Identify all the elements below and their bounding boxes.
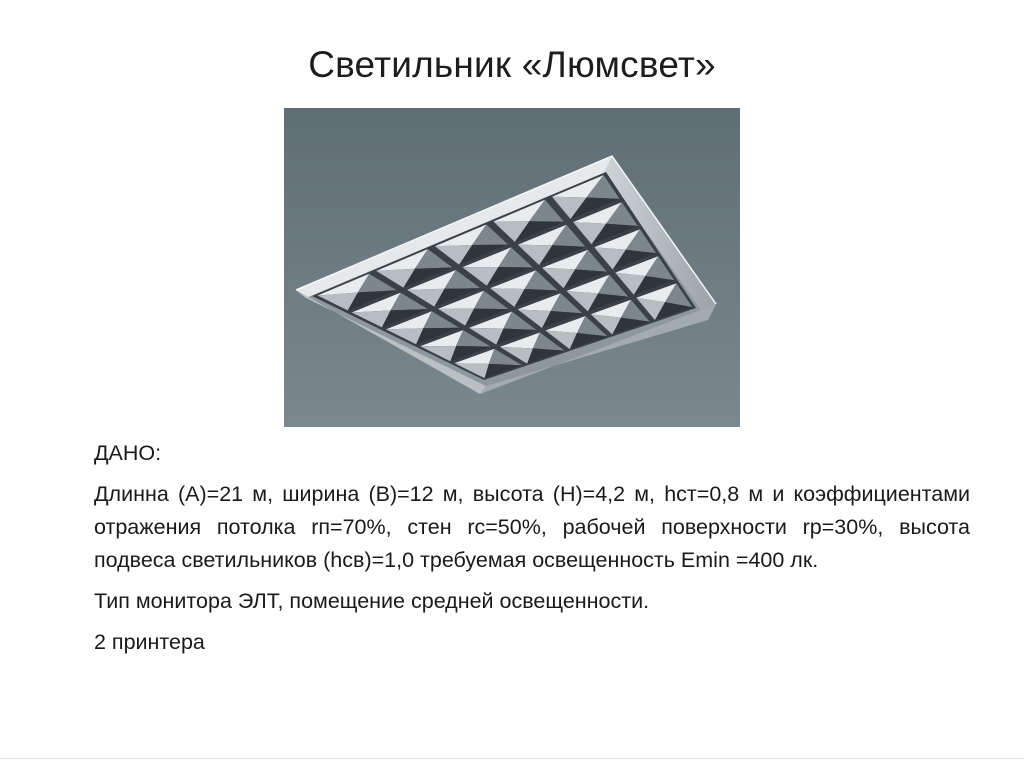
ceiling-luminaire-image [284,108,740,427]
monitor-type-note: Тип монитора ЭЛТ, помещение средней освещенности. [94,589,650,613]
given-parameters: Длинна (А)=21 м, ширина (В)=12 м, высота (Н)=4,2 м, hст=0,8 м и коэффициентами отражения потолка rп=70%, стен rс=50%, рабочей поверхности rр=30%, высота подвеса светильников (hсв)=1,0 требуемая освещенность Emin =400 лк. [94,482,970,572]
printers-note: 2 принтера [94,630,205,654]
slide-title: Светильник «Люмсвет» [308,44,716,85]
task-description [94,437,970,659]
bottom-divider [0,758,1024,759]
given-heading: ДАНО: [94,441,162,465]
